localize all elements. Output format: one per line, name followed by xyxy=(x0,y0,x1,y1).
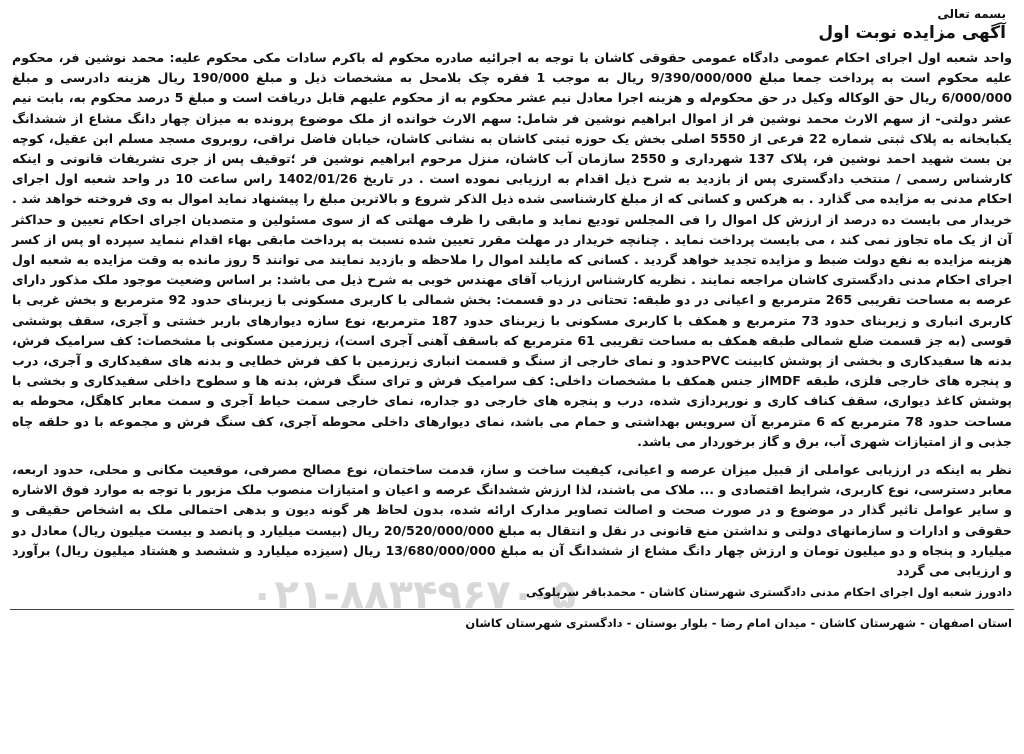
notice-title: آگهی مزایده نوبت اول xyxy=(818,23,1006,43)
auction-notice-document xyxy=(10,6,1014,748)
court-address: استان اصفهان - شهرستان کاشان - میدان امام رضا - بلوار بوستان - دادگستری شهرستان کاشان xyxy=(465,616,1012,631)
footer-divider xyxy=(10,609,1014,610)
notice-body-paragraph-2: نظر به اینکه در ارزیابی عواملی از قبیل میزان عرصه و اعیانی، کیفیت ساخت و ساز، قدمت ساختمان، نوع مصالح مصرفی، موقعیت مکانی و محلی، حدود اربعه، معابر دسترسی، نوع کاربری، شرایط اقتصادی و ... ملاک می باشند، لذا ارزش ششدانگ عرصه و اعیان و امتیازات منصوب ملک مزبور با توجه به موارد فوق الاشاره و سایر عوامل تاثیر گذار در موضوع و در صورت صحت و اصالت تصاویر مدارک ارائه شده، بدون لحاظ هر گونه دیون و بدهی احتمالی ملک به اشخاص حقیقی و حقوقی و ادارات و سازمانهای دولتی و نداشتن منع قانونی در نقل و انتقال به مبلغ 20/520/000/000 ریال (بیست میلیارد و پانصد و بیست میلیون ریال) معادل دو میلیارد و پنجاه و دو میلیون تومان و ارزش چهار دانگ مشاع از ششدانگ آن به مبلغ 13/680/000/000 ریال (سیزده میلیارد و ششصد و هشتاد میلیون ریال) برآورد و ارزیابی می گردد xyxy=(12,462,1012,579)
notice-header xyxy=(10,6,1014,44)
bismillah-line: بسمه تعالی xyxy=(937,7,1006,21)
phone-watermark: ۰۲۱-۸۸۳۴۹۶۷۰-۵ xyxy=(250,572,577,618)
notice-body-paragraph-1: واحد شعبه اول اجرای احکام عمومی دادگاه عمومی حقوقی کاشان با توجه به اجرائیه صادره محکوم له باکرم سادات مکی محکوم علیه: محمد نوشین فر، محکوم علیه محکوم است به پرداخت جمعا مبلغ 9/390/000/000 ریال به موجب 1 فقره چک بلامحل به مشخصات ذیل و مبلغ 190/000 ریال هزینه دادرسی و مبلغ 6/000/000 ریال حق الوکاله وکیل در حق محکوم‌له و هزینه اجرا معادل نیم عشر محکوم به از محکوم علیهم قابل دریافت است و مبلغ 5 درصد محکوم به، بابت نیم عشر دولتی- از سهم الارث محمد نوشین فر از اموال ابراهیم نوشین فر شامل: سهم الارث خوانده از ملک موضوع پرونده به میزان چهار دانگ مشاع از ششدانگ یکبابخانه به پلاک ثبتی شماره 22 فرعی از 5550 اصلی بخش یک حوزه ثبتی کاشان به نشانی کاشان، خیابان فاضل نراقی، روبروی مسجد مسلم ابن عقیل، کوچه بن بست شهید احمد نوشین فر، پلاک 137 شهرداری و 2550 سازمان آب کاشان، منزل مرحوم ابراهیم نوشین فر ؛توقیف پس از جری تشریفات قانونی و اینکه کارشناس رسمی / منتخب دادگستری پس از بازدید به شرح ذیل اقدام به ارزیابی نموده است . در تاریخ 1402/01/26 راس ساعت 10 در واحد شعبه اول اجرای احکام مدنی به مزایده می گذارد . به هرکس و کسانی که از مبلغ کارشناسی شده ذیل الذکر شروع و بالاترین مبلغ را پیشنهاد نماید اموال به وی فروخته خواهد شد . خریدار می بایست ده درصد از ارزش کل اموال را فی المجلس تودیع نماید و مابقی را ظرف مهلتی که از سوی مسئولین و متصدیان اجرای احکام تعیین و حداکثر آن از یک ماه تجاوز نمی کند ، می بایست پرداخت نماید . چنانچه خریدار در مهلت مقرر تعیین شده نسبت به پرداخت مابقی بهاء اقدام ننماید سپرده او پس از کسر هزینه مزایده به نفع دولت ضبط و مزایده تجدید خواهد گردید . کسانی که مایلند اموال را ملاحظه و بازدید نمایند می توانند 5 روز مانده به وقت مزایده به شعبه اول اجرای احکام مدنی دادگستری کاشان مراجعه نمایند . نظریه کارشناس ارزیاب آقای مهندس خوبی به شرح ذیل می باشد: بر اساس وضعیت موجود ملک مذکور دارای عرصه به مساحت تقریبی 265 مترمربع و اعیانی در دو طبقه: تحتانی در دو قسمت: بخش شمالی با کاربری مسکونی با زیربنای حدود 92 مترمربع و بخش غربی با کاربری انباری و زیربنای حدود 73 مترمربع و همکف با کاربری مسکونی با زیربنای حدود 187 مترمربع، نوع سازه دیوارهای باربر خشتی و آجری، سقف پوششی قوسی (به جز قسمت ضلع شمالی طبقه همکف به مساحت تقریبی 61 مترمربع که باسقف آهنی آجری است)، زیرزمین مسکونی با مشخصات: کف سرامیک فرش، بدنه ها سفیدکاری و بخشی از پوشش کابینت PVCحدود و نمای خارجی از سنگ و قسمت انباری زیرزمین با کف فرش خطایی و بدنه های سفیدکاری و آجری، درب و پنجره های خارجی فلزی، طبقه MDFاز جنس همکف با مشخصات داخلی: کف سرامیک فرش و ترای سنگ فرش، بدنه ها و سطوح داخلی سفیدکاری و بخشی با پوشش کاغذ دیواری، سقف کناف کاری و نورپردازی شده، درب و پنجره های خارجی دو جداره، نمای خارجی سمت حیاط آجری و سمت معابر کاهگل، محوطه به مساحت حدود 78 مترمربع که 6 مترمربع آن سرویس بهداشتی و حمام می باشد، نمای دیوارهای داخلی محوطه آجری، کف سنگ فرش و مجموعه با دو حلقه چاه جذبی و از امتیازات شهری آب، برق و گاز برخوردار می باشد. xyxy=(12,50,1013,449)
officer-signature-line: دادورز شعبه اول اجرای احکام مدنی دادگستری شهرستان کاشان - محمدباقر سربلوکی xyxy=(526,585,1012,600)
